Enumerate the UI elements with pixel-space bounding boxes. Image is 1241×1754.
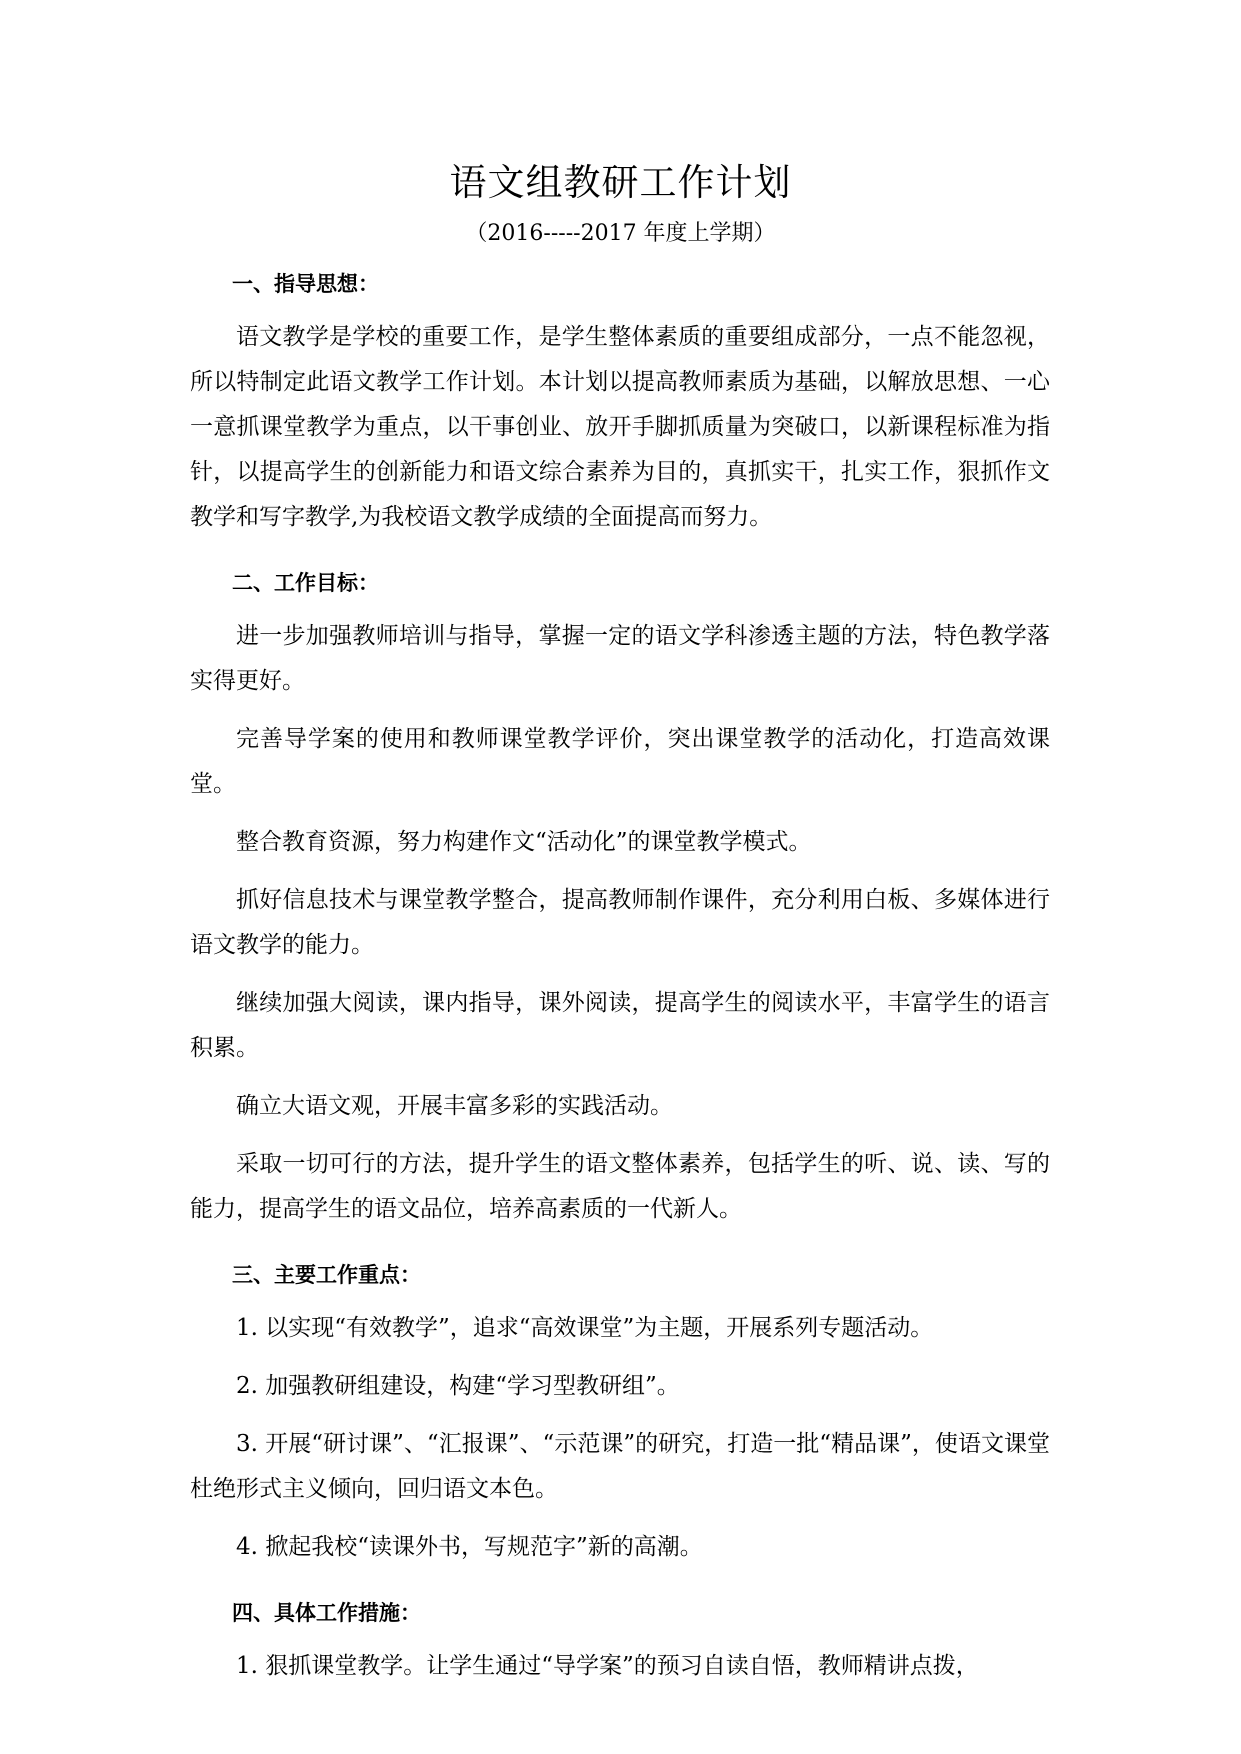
section-heading: 二、工作目标： [232,571,379,595]
section-heading: 一、指导思想： [232,272,379,296]
numbered-item: 3. 开展“研讨课”、“汇报课”、“示范课”的研究，打造一批“精品课”，使语文课堂杜绝形式主义倾向，回归语文本色。 [190,1431,1050,1502]
section-heading: 三、主要工作重点： [232,1263,421,1287]
document-subtitle: （2016-----2017 年度上学期） [465,221,776,246]
section-heading: 四、具体工作措施： [232,1601,421,1625]
document-body [190,254,1050,1689]
numbered-item: 2. 加强教研组建设，构建“学习型教研组”。 [236,1373,680,1399]
paragraph: 采取一切可行的方法，提升学生的语文整体素养，包括学生的听、说、读、写的能力，提高学生的语文品位，培养高素质的一代新人。 [190,1151,1050,1222]
paragraph: 继续加强大阅读，课内指导，课外阅读，提高学生的阅读水平，丰富学生的语言积累。 [190,990,1050,1061]
numbered-item: 4. 掀起我校“读课外书，写规范字”新的高潮。 [236,1534,703,1560]
paragraph: 确立大语文观，开展丰富多彩的实践活动。 [236,1093,673,1119]
paragraph: 整合教育资源，努力构建作文“活动化”的课堂教学模式。 [236,829,812,855]
paragraph: 语文教学是学校的重要工作，是学生整体素质的重要组成部分，一点不能忽视，所以特制定此语文教学工作计划。本计划以提高教师素质为基础，以解放思想、一心一意抓课堂教学为重点，以干事创业、放开手脚抓质量为突破口，以新课程标准为指针，以提高学生的创新能力和语文综合素养为目的，真抓实干，扎实工作，狠抓作文教学和写字教学,为我校语文教学成绩的全面提高而努力。 [190,324,1050,530]
paragraph: 进一步加强教师培训与指导，掌握一定的语文学科渗透主题的方法，特色教学落实得更好。 [190,623,1050,694]
document-title: 语文组教研工作计划 [449,161,792,204]
paragraph: 抓好信息技术与课堂教学整合，提高教师制作课件，充分利用白板、多媒体进行语文教学的能力。 [190,887,1050,958]
numbered-item: 1. 狠抓课堂教学。让学生通过“导学案”的预习自读自悟，教师精讲点拨， [236,1653,979,1679]
numbered-item: 1. 以实现“有效教学”，追求“高效课堂”为主题，开展系列专题活动。 [236,1315,934,1341]
paragraph: 完善导学案的使用和教师课堂教学评价，突出课堂教学的活动化，打造高效课堂。 [190,726,1050,797]
